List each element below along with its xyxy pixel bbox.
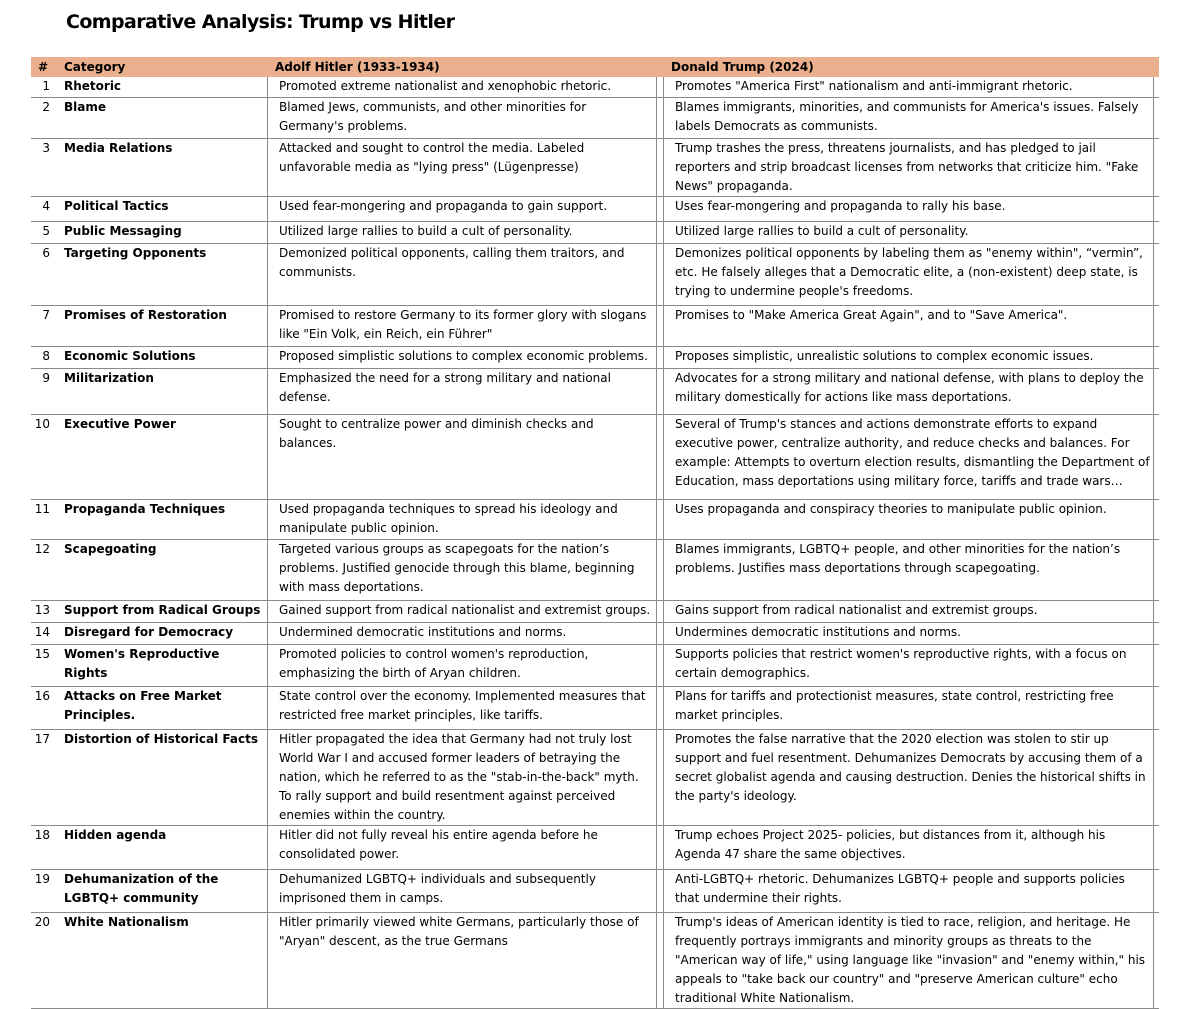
row-hitler-text: Demonized political opponents, calling them traitors, and communists. (267, 244, 657, 305)
row-trump-text: Blames immigrants, minorities, and communists for America's issues. Falsely labels Democrats as communists. (663, 98, 1154, 138)
table-row (31, 687, 1159, 730)
row-hitler (266, 730, 662, 826)
row-trump (662, 540, 1159, 601)
row-hitler-text: Hitler propagated the idea that Germany had not truly lost World War I and accused former leaders of betraying the nation, which he referred to as the "stab-in-the-back" myth. To rally support and build resentment against perceived enemies within the country. (267, 730, 657, 825)
row-number: 8 (31, 347, 55, 369)
row-trump-text: Supports policies that restrict women's reproductive rights, with a focus on certain demographics. (663, 645, 1154, 686)
row-trump-text: Several of Trump's stances and actions demonstrate efforts to expand executive power, centralize authority, and reduce checks and balances. For example: Attempts to overturn election results, dismantling the Department of Education, mass deportations using military force, tariffs and trade wars… (663, 415, 1154, 499)
row-number: 9 (31, 369, 55, 415)
row-trump (662, 500, 1159, 540)
row-category: Rhetoric (55, 77, 266, 98)
row-trump (662, 306, 1159, 347)
row-hitler (266, 601, 662, 623)
row-hitler-text: Hitler primarily viewed white Germans, particularly those of "Aryan" descent, as the true Germans (267, 913, 657, 1008)
table-row (31, 197, 1159, 222)
row-hitler (266, 98, 662, 139)
table-row (31, 623, 1159, 645)
row-hitler-text: Promoted extreme nationalist and xenophobic rhetoric. (267, 77, 657, 97)
row-trump-text: Trump's ideas of American identity is tied to race, religion, and heritage. He frequently portrays immigrants and minority groups as threats to the "American way of life," using language like "invasion" and "enemy within," his appeals to "take back our country" and "preserve American culture" echo traditional White Nationalism. (663, 913, 1154, 1008)
row-trump-text: Anti-LGBTQ+ rhetoric. Dehumanizes LGBTQ+ people and supports policies that undermine their rights. (663, 870, 1154, 912)
row-hitler-text: Blamed Jews, communists, and other minorities for Germany's problems. (267, 98, 657, 138)
row-number: 17 (31, 730, 55, 826)
row-category: Public Messaging (55, 222, 266, 244)
row-category: Promises of Restoration (55, 306, 266, 347)
header-num: # (31, 57, 55, 77)
header-hitler: Adolf Hitler (1933-1934) (266, 57, 662, 77)
row-category: Distortion of Historical Facts (55, 730, 266, 826)
row-trump-text: Undermines democratic institutions and norms. (663, 623, 1154, 644)
table-body (31, 77, 1159, 1009)
row-hitler (266, 244, 662, 306)
row-trump (662, 222, 1159, 244)
row-hitler (266, 540, 662, 601)
row-trump (662, 870, 1159, 913)
row-hitler-text: Hitler did not fully reveal his entire agenda before he consolidated power. (267, 826, 657, 869)
table-row (31, 601, 1159, 623)
row-hitler (266, 369, 662, 415)
row-trump (662, 645, 1159, 687)
row-category: Disregard for Democracy (55, 623, 266, 645)
row-number: 6 (31, 244, 55, 306)
row-trump (662, 77, 1159, 98)
row-hitler-text: Emphasized the need for a strong military and national defense. (267, 369, 657, 414)
row-category: Propaganda Techniques (55, 500, 266, 540)
row-trump-text: Proposes simplistic, unrealistic solutions to complex economic issues. (663, 347, 1154, 368)
row-number: 5 (31, 222, 55, 244)
row-category: Executive Power (55, 415, 266, 500)
row-category: Dehumanization of the LGBTQ+ community (55, 870, 266, 913)
row-hitler-text: Used propaganda techniques to spread his ideology and manipulate public opinion. (267, 500, 657, 539)
row-trump-text: Uses fear-mongering and propaganda to rally his base. (663, 197, 1154, 221)
row-number: 12 (31, 540, 55, 601)
row-hitler (266, 826, 662, 870)
table-row (31, 77, 1159, 98)
table-row (31, 730, 1159, 826)
row-hitler-text: Attacked and sought to control the media. Labeled unfavorable media as "lying press" (Lügenpresse) (267, 139, 657, 196)
table-row (31, 913, 1159, 1009)
header-row (31, 57, 1159, 77)
table-row (31, 645, 1159, 687)
row-number: 18 (31, 826, 55, 870)
row-number: 20 (31, 913, 55, 1009)
row-category: Militarization (55, 369, 266, 415)
row-trump (662, 98, 1159, 139)
row-trump-text: Demonizes political opponents by labeling them as "enemy within", “vermin”, etc. He falsely alleges that a Democratic elite, a (non-existent) deep state, is trying to undermine people's freedoms. (663, 244, 1154, 305)
row-number: 14 (31, 623, 55, 645)
row-hitler (266, 623, 662, 645)
row-hitler (266, 222, 662, 244)
row-category: White Nationalism (55, 913, 266, 1009)
row-trump (662, 197, 1159, 222)
row-hitler (266, 913, 662, 1009)
table-row (31, 369, 1159, 415)
row-hitler-text: Promised to restore Germany to its former glory with slogans like "Ein Volk, ein Reich, ein Führer" (267, 306, 657, 346)
row-number: 15 (31, 645, 55, 687)
row-hitler (266, 77, 662, 98)
row-trump (662, 687, 1159, 730)
row-category: Media Relations (55, 139, 266, 197)
row-category: Scapegoating (55, 540, 266, 601)
row-hitler-text: Sought to centralize power and diminish checks and balances. (267, 415, 657, 499)
row-category: Blame (55, 98, 266, 139)
row-trump-text: Trump echoes Project 2025- policies, but distances from it, although his Agenda 47 share the same objectives. (663, 826, 1154, 869)
row-number: 19 (31, 870, 55, 913)
table-row (31, 415, 1159, 500)
row-category: Economic Solutions (55, 347, 266, 369)
row-trump-text: Promotes the false narrative that the 2020 election was stolen to stir up support and fuel resentment. Dehumanizes Democrats by accusing them of a secret globalist agenda and causing destruction. Denies the historical shifts in the party's ideology. (663, 730, 1154, 825)
row-number: 1 (31, 77, 55, 98)
row-hitler (266, 500, 662, 540)
row-trump (662, 244, 1159, 306)
row-number: 10 (31, 415, 55, 500)
row-category: Women's Reproductive Rights (55, 645, 266, 687)
row-hitler (266, 197, 662, 222)
row-trump (662, 601, 1159, 623)
row-trump-text: Advocates for a strong military and national defense, with plans to deploy the military domestically for actions like mass deportations. (663, 369, 1154, 414)
row-hitler (266, 687, 662, 730)
table-row (31, 826, 1159, 870)
row-hitler-text: Undermined democratic institutions and norms. (267, 623, 657, 644)
row-hitler-text: Utilized large rallies to build a cult of personality. (267, 222, 657, 243)
row-trump-text: Promotes "America First" nationalism and anti-immigrant rhetoric. (663, 77, 1154, 97)
row-category: Political Tactics (55, 197, 266, 222)
table-row (31, 306, 1159, 347)
row-number: 2 (31, 98, 55, 139)
row-trump-text: Gains support from radical nationalist and extremist groups. (663, 601, 1154, 622)
row-category: Targeting Opponents (55, 244, 266, 306)
row-trump-text: Promises to "Make America Great Again", and to "Save America". (663, 306, 1154, 346)
row-number: 3 (31, 139, 55, 197)
row-number: 16 (31, 687, 55, 730)
row-trump (662, 913, 1159, 1009)
row-hitler-text: Proposed simplistic solutions to complex economic problems. (267, 347, 657, 368)
row-hitler (266, 870, 662, 913)
table-row (31, 244, 1159, 306)
row-hitler (266, 306, 662, 347)
row-hitler (266, 415, 662, 500)
row-trump-text: Uses propaganda and conspiracy theories to manipulate public opinion. (663, 500, 1154, 539)
row-number: 4 (31, 197, 55, 222)
row-trump (662, 826, 1159, 870)
table-header (31, 57, 1159, 77)
page-title: Comparative Analysis: Trump vs Hitler (66, 11, 455, 33)
row-number: 7 (31, 306, 55, 347)
table-row (31, 139, 1159, 197)
row-hitler-text: Promoted policies to control women's reproduction, emphasizing the birth of Aryan children. (267, 645, 657, 686)
row-hitler-text: Dehumanized LGBTQ+ individuals and subsequently imprisoned them in camps. (267, 870, 657, 912)
header-category: Category (55, 57, 266, 77)
row-hitler (266, 645, 662, 687)
table-row (31, 870, 1159, 913)
row-trump (662, 623, 1159, 645)
table-row (31, 540, 1159, 601)
row-hitler-text: Gained support from radical nationalist and extremist groups. (267, 601, 657, 622)
row-category: Hidden agenda (55, 826, 266, 870)
row-hitler-text: State control over the economy. Implemented measures that restricted free market principles, like tariffs. (267, 687, 657, 729)
row-category: Attacks on Free Market Principles. (55, 687, 266, 730)
table-row (31, 222, 1159, 244)
row-trump-text: Plans for tariffs and protectionist measures, state control, restricting free market principles. (663, 687, 1154, 729)
row-trump (662, 730, 1159, 826)
row-category: Support from Radical Groups (55, 601, 266, 623)
row-number: 13 (31, 601, 55, 623)
row-hitler-text: Used fear-mongering and propaganda to gain support. (267, 197, 657, 221)
row-trump (662, 415, 1159, 500)
row-trump-text: Blames immigrants, LGBTQ+ people, and other minorities for the nation’s problems. Justifies mass deportations through scapegoating. (663, 540, 1154, 600)
row-trump (662, 347, 1159, 369)
header-trump: Donald Trump (2024) (662, 57, 1159, 77)
row-trump-text: Trump trashes the press, threatens journalists, and has pledged to jail reporters and strip broadcast licenses from networks that criticize him. "Fake News" propaganda. (663, 139, 1154, 196)
row-trump (662, 369, 1159, 415)
row-hitler (266, 347, 662, 369)
row-hitler (266, 139, 662, 197)
comparison-table (31, 57, 1159, 1009)
table-row (31, 500, 1159, 540)
table-row (31, 98, 1159, 139)
row-hitler-text: Targeted various groups as scapegoats for the nation’s problems. Justified genocide through this blame, beginning with mass deportations. (267, 540, 657, 600)
table-row (31, 347, 1159, 369)
row-number: 11 (31, 500, 55, 540)
row-trump-text: Utilized large rallies to build a cult of personality. (663, 222, 1154, 243)
row-trump (662, 139, 1159, 197)
